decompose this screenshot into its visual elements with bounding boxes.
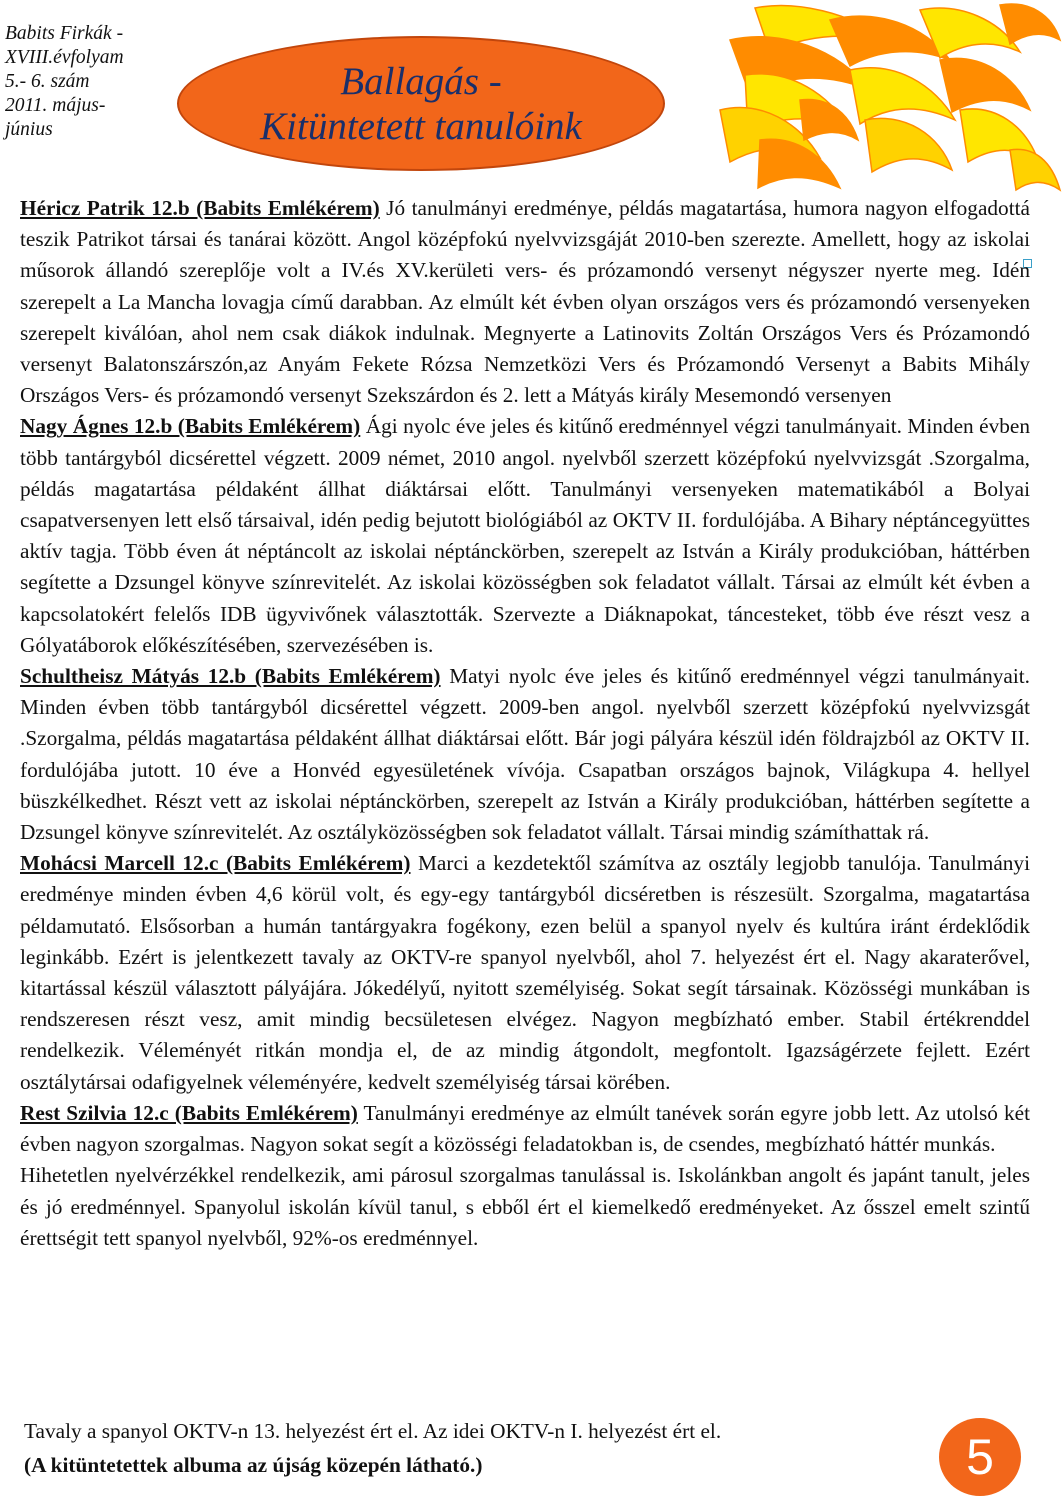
flames-icon (700, 0, 1062, 195)
title-line-2: Kitüntetett tanulóink (260, 104, 582, 148)
entry-name: Nagy Ágnes 12.b (Babits Emlékérem) (20, 414, 361, 439)
entry-name: Schultheisz Mátyás 12.b (Babits Emlékérem) (20, 664, 441, 689)
entry-paragraph (20, 848, 1030, 1098)
entry-paragraph (20, 411, 1030, 661)
masthead-line: június (5, 119, 53, 140)
page-number-badge: 5 (939, 1418, 1021, 1496)
article-body (20, 193, 1030, 1254)
footer-line-2: (A kitüntetettek albuma az újság közepén látható.) (24, 1453, 483, 1477)
entry-name: Héricz Patrik 12.b (Babits Emlékérem) (20, 196, 380, 220)
masthead-line: 5.- 6. szám (5, 71, 90, 92)
entry-text: Matyi nyolc éve jeles és kitűnő eredménnyel végzi tanulmányait. Minden évben több tantárgyból dicsérettel végzett. 2009-ben angol. nyelvből szerzett középfokú nyelvvizsgát .Szorgalma, példás magatartása példaként állhat diáktársai előtt. Bár jogi pályára készül idén földrajzból az OKTV II. fordulójába jutott. 10 éve a Honvéd egyesületének vívója. Csapatban országos bajnok, Világkupa 4. hellyel büszkélkedhet. Részt vett az iskolai néptánckörben, szerepelt az István a Király produkcióban, háttérben segítette a Dzsungel könyve színrevitelét. Az osztályközösségben sok feladatot vállalt. Társai mindig számíthattak rá. (20, 664, 1030, 845)
entry-name: Rest Szilvia 12.c (Babits Emlékérem) (20, 1100, 358, 1125)
entry-text: Jó tanulmányi eredménye, példás magatartása, humora nagyon elfogadottá teszik Patrikot társai és tanárai között. Angol középfokú nyelvvizsgáját 2010-ben szerezte. Amellett, hogy az iskolai műsorok állandó szereplője volt a IV.és XV.kerületi vers- és prózamondó versenyt négyszer nyerte meg. Idén szerepelt a La Mancha lovagja című darabban. Az elmúlt két évben olyan országos vers és prózamondó versenyeken szerepelt kiválóan, ahol nem csak diákok indulnak. Megnyerte a Latinovits Zoltán Országos Vers és Prózamondó versenyt Balatonszárszón,az Anyám Fekete Rózsa Nemzetközi Vers és Prózamondó Versenyt a Babits Mihály Országos Vers- és prózamondó versenyt Szekszárdon és 2. lett a Mátyás király Mesemondó versenyen (20, 196, 1030, 408)
entry-text: Tanulmányi eredménye az elmúlt tanévek során egyre jobb lett. Az utolsó két évben nagyon szorgalmas. Nagyon sokat segít a közösségi feladatokban is, de csendes, megbízható háttér munkás. (20, 1100, 1030, 1157)
entry-paragraph (20, 661, 1030, 848)
masthead (5, 22, 175, 142)
masthead-line: Babits Firkák - (5, 23, 124, 44)
entry-text: Marci a kezdetektől számítva az osztály legjobb tanulója. Tanulmányi eredménye minden évben 4,6 körül volt, és egy-egy tantárgyból dicséretben is részesült. Szorgalma, magatartása példamutató. Elsősorban a humán tantárgyakra fogékony, ezen belül a spanyol nyelv és kultúra iránt érdeklődik leginkább. Ezért is jelentkezett tavaly az OKTV-re spanyol nyelvből, ahol 7. helyezést ért el. Nagy akaraterővel, kitartással készül választott pályájára. Jókedélyű, nyitott személyiség. Sokat segít társainak. Közösségi munkában is rendszeresen részt vesz, amit mindig becsületesen elvégez. Nagyon megbízható ember. Stabil értékrenddel rendelkezik. Véleményét ritkán mondja el, de az mindig átgondolt, megfontolt. Igazságérzete fejlett. Ezért osztálytársai odafigyelnek véleményére, kedvelt személyiség társai körében. (20, 851, 1030, 1094)
entry-paragraph (20, 193, 1030, 411)
entry-name: Mohácsi Marcell 12.c (Babits Emlékérem) (20, 851, 411, 876)
masthead-line: XVIII.évfolyam (5, 47, 124, 68)
entry-text: Ági nyolc éve jeles és kitűnő eredménnyel végzi tanulmányait. Minden évben több tantárgyból dicsérettel végzett. 2009 német, 2010 angol. nyelvből szerzett középfokú nyelvvizsgát .Szorgalma, példás magatartása példaként állhat diáktársai előtt. Tanulmányi versenyeken matematikából a Bolyai csapatversenyen lett első társaival, idén pedig bejutott biológiából az OKTV II. fordulójába. A Bihary néptáncegyüttes aktív tagja. Több éven át néptáncolt az iskolai néptánckörben, szerepelt az István a Király produkcióban, háttérben segítette a Dzsungel könyve színrevitelét. Az iskolai közösségben sok feladatot vállalt. Társai az elmúlt két évben a kapcsolatokért felelős IDB ügyvivőnek választották. Szervezte a Diáknapokat, táncesteket, több éve részt vesz a Gólyatáborok előkészítésében, szervezésében is. (20, 414, 1030, 657)
title-oval (177, 36, 665, 171)
masthead-line: 2011. május- (5, 95, 106, 116)
extra-paragraph: Hihetetlen nyelvérzékkel rendelkezik, ami párosul szorgalmas tanulással is. Iskolánkban angolt és japánt tanult, jeles és jó eredménnyel. Spanyolul iskolán kívül tanul, s ebből ért el kiemelkedő eredményeket. Az ősszel emelt szintű érettségit tett spanyol nyelvből, 92%-os eredménnyel. (20, 1163, 1030, 1250)
footer-line-1: Tavaly a spanyol OKTV-n 13. helyezést ért el. Az idei OKTV-n I. helyezést ért el. (24, 1419, 722, 1443)
title-line-1: Ballagás - (340, 59, 502, 103)
entry-paragraph (20, 1098, 1030, 1160)
